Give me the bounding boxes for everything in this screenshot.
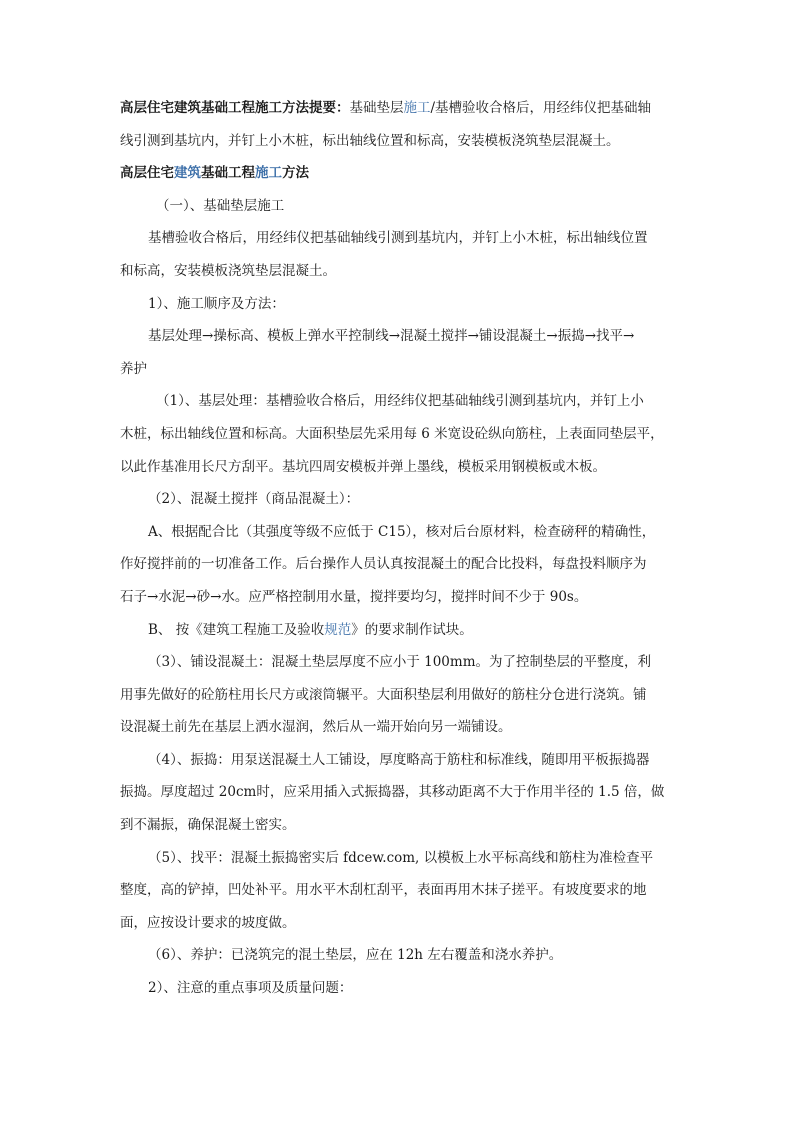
step-6-line: （6）、养护：已浇筑完的混土垫层，应在 12h 左右覆盖和浇水养护。	[148, 947, 563, 964]
standard-link[interactable]: 规范	[324, 621, 352, 638]
step-3-line: （3）、铺设混凝土：混凝土垫层厚度不应小于 100mm。为了控制垫层的平整度，利	[148, 654, 651, 671]
summary-separator: ：	[336, 100, 350, 116]
item-b-line: B、 按《建筑工程施工及验收规范》的要求制作试块。	[148, 621, 473, 638]
step-5-line: （5）、找平：混凝土振捣密实后 fdcew.com, 以模板上水平标高线和筋柱为准检查平	[148, 849, 654, 866]
subsection-title-2: 2）、注意的重点事项及质量问题：	[148, 980, 353, 997]
step-3-line: 用事先做好的砼筋柱用长尺方或滚筒辗平。大面积垫层利用做好的筋柱分仓进行浇筑。铺	[120, 686, 647, 703]
item-a-line: 石子→水泥→砂→水。应严格控制用水量，搅拌要均匀，搅拌时间不少于 90s。	[120, 588, 588, 605]
building-link[interactable]: 建筑	[174, 165, 201, 182]
section-heading: 高层住宅建筑基础工程施工方法	[120, 165, 309, 182]
construction-heading-link[interactable]: 施工	[255, 165, 282, 182]
flow-line: 养护	[120, 360, 147, 377]
document-page	[120, 92, 690, 1005]
summary-line-2: 线引测到基坑内，并钉上小木桩，标出轴线位置和标高，安装模板浇筑垫层混凝土。	[120, 132, 620, 149]
subsection-title-1: 1）、施工顺序及方法：	[148, 295, 285, 312]
item-a-line: A、根据配合比（其强度等级不应低于 C15），核对后台原材料，检查磅秤的精确性，	[148, 523, 656, 540]
summary-title: 高层住宅建筑基础工程施工方法提要	[120, 100, 336, 116]
item-a-line: 作好搅拌前的一切准备工作。后台操作人员认真按混凝土的配合比投料，每盘投料顺序为	[120, 556, 647, 573]
summary-line-1	[120, 92, 690, 125]
paragraph-line: 和标高，安装模板浇筑垫层混凝土。	[120, 262, 336, 279]
step-4-line: 到不漏振，确保混凝土密实。	[120, 817, 296, 834]
construction-link[interactable]: 施工	[403, 100, 431, 116]
step-4-line: （4）、振捣：用泵送混凝土人工铺设，厚度略高于筋柱和标准线，随即用平板振捣器	[148, 751, 650, 768]
step-5-line: 整度，高的铲掉，凹处补平。用水平木刮杠刮平，表面再用木抹子搓平。有坡度要求的地	[120, 882, 647, 899]
step-2-title: （2）、混凝土搅拌（商品混凝土）：	[148, 491, 360, 508]
paragraph-line: 基槽验收合格后，用经纬仪把基础轴线引测到基坑内，并钉上小木桩，标出轴线位置	[148, 230, 648, 247]
section-title-1: （一）、基础垫层施工	[156, 197, 285, 214]
step-1-line: 木桩，标出轴线位置和标高。大面积垫层先采用每 6 米宽设砼纵向筋柱，上表面同垫层平，	[120, 425, 664, 442]
step-3-line: 设混凝土前先在基层上洒水湿润，然后从一端开始向另一端铺设。	[120, 719, 512, 736]
flow-line: 基层处理→操标高、模板上弹水平控制线→混凝土搅拌→铺设混凝土→振捣→找平→	[148, 328, 635, 345]
step-4-line: 振捣。厚度超过 20cm时，应采用插入式振捣器，其移动距离不大于作用半径的 1.5 倍，做	[120, 784, 665, 801]
summary-text-cont: /基槽验收合格后，用经纬仪把基础轴	[430, 100, 652, 116]
step-1-line: （1）、基层处理：基槽验收合格后，用经纬仪把基础轴线引测到基坑内，并钉上小	[156, 393, 644, 410]
step-1-line: 以此作基准用长尺方刮平。基坑四周安模板并弹上墨线，模板采用钢模板或木板。	[120, 458, 606, 475]
step-5-line: 面，应按设计要求的坡度做。	[120, 914, 296, 931]
summary-text: 基础垫层	[349, 100, 404, 116]
